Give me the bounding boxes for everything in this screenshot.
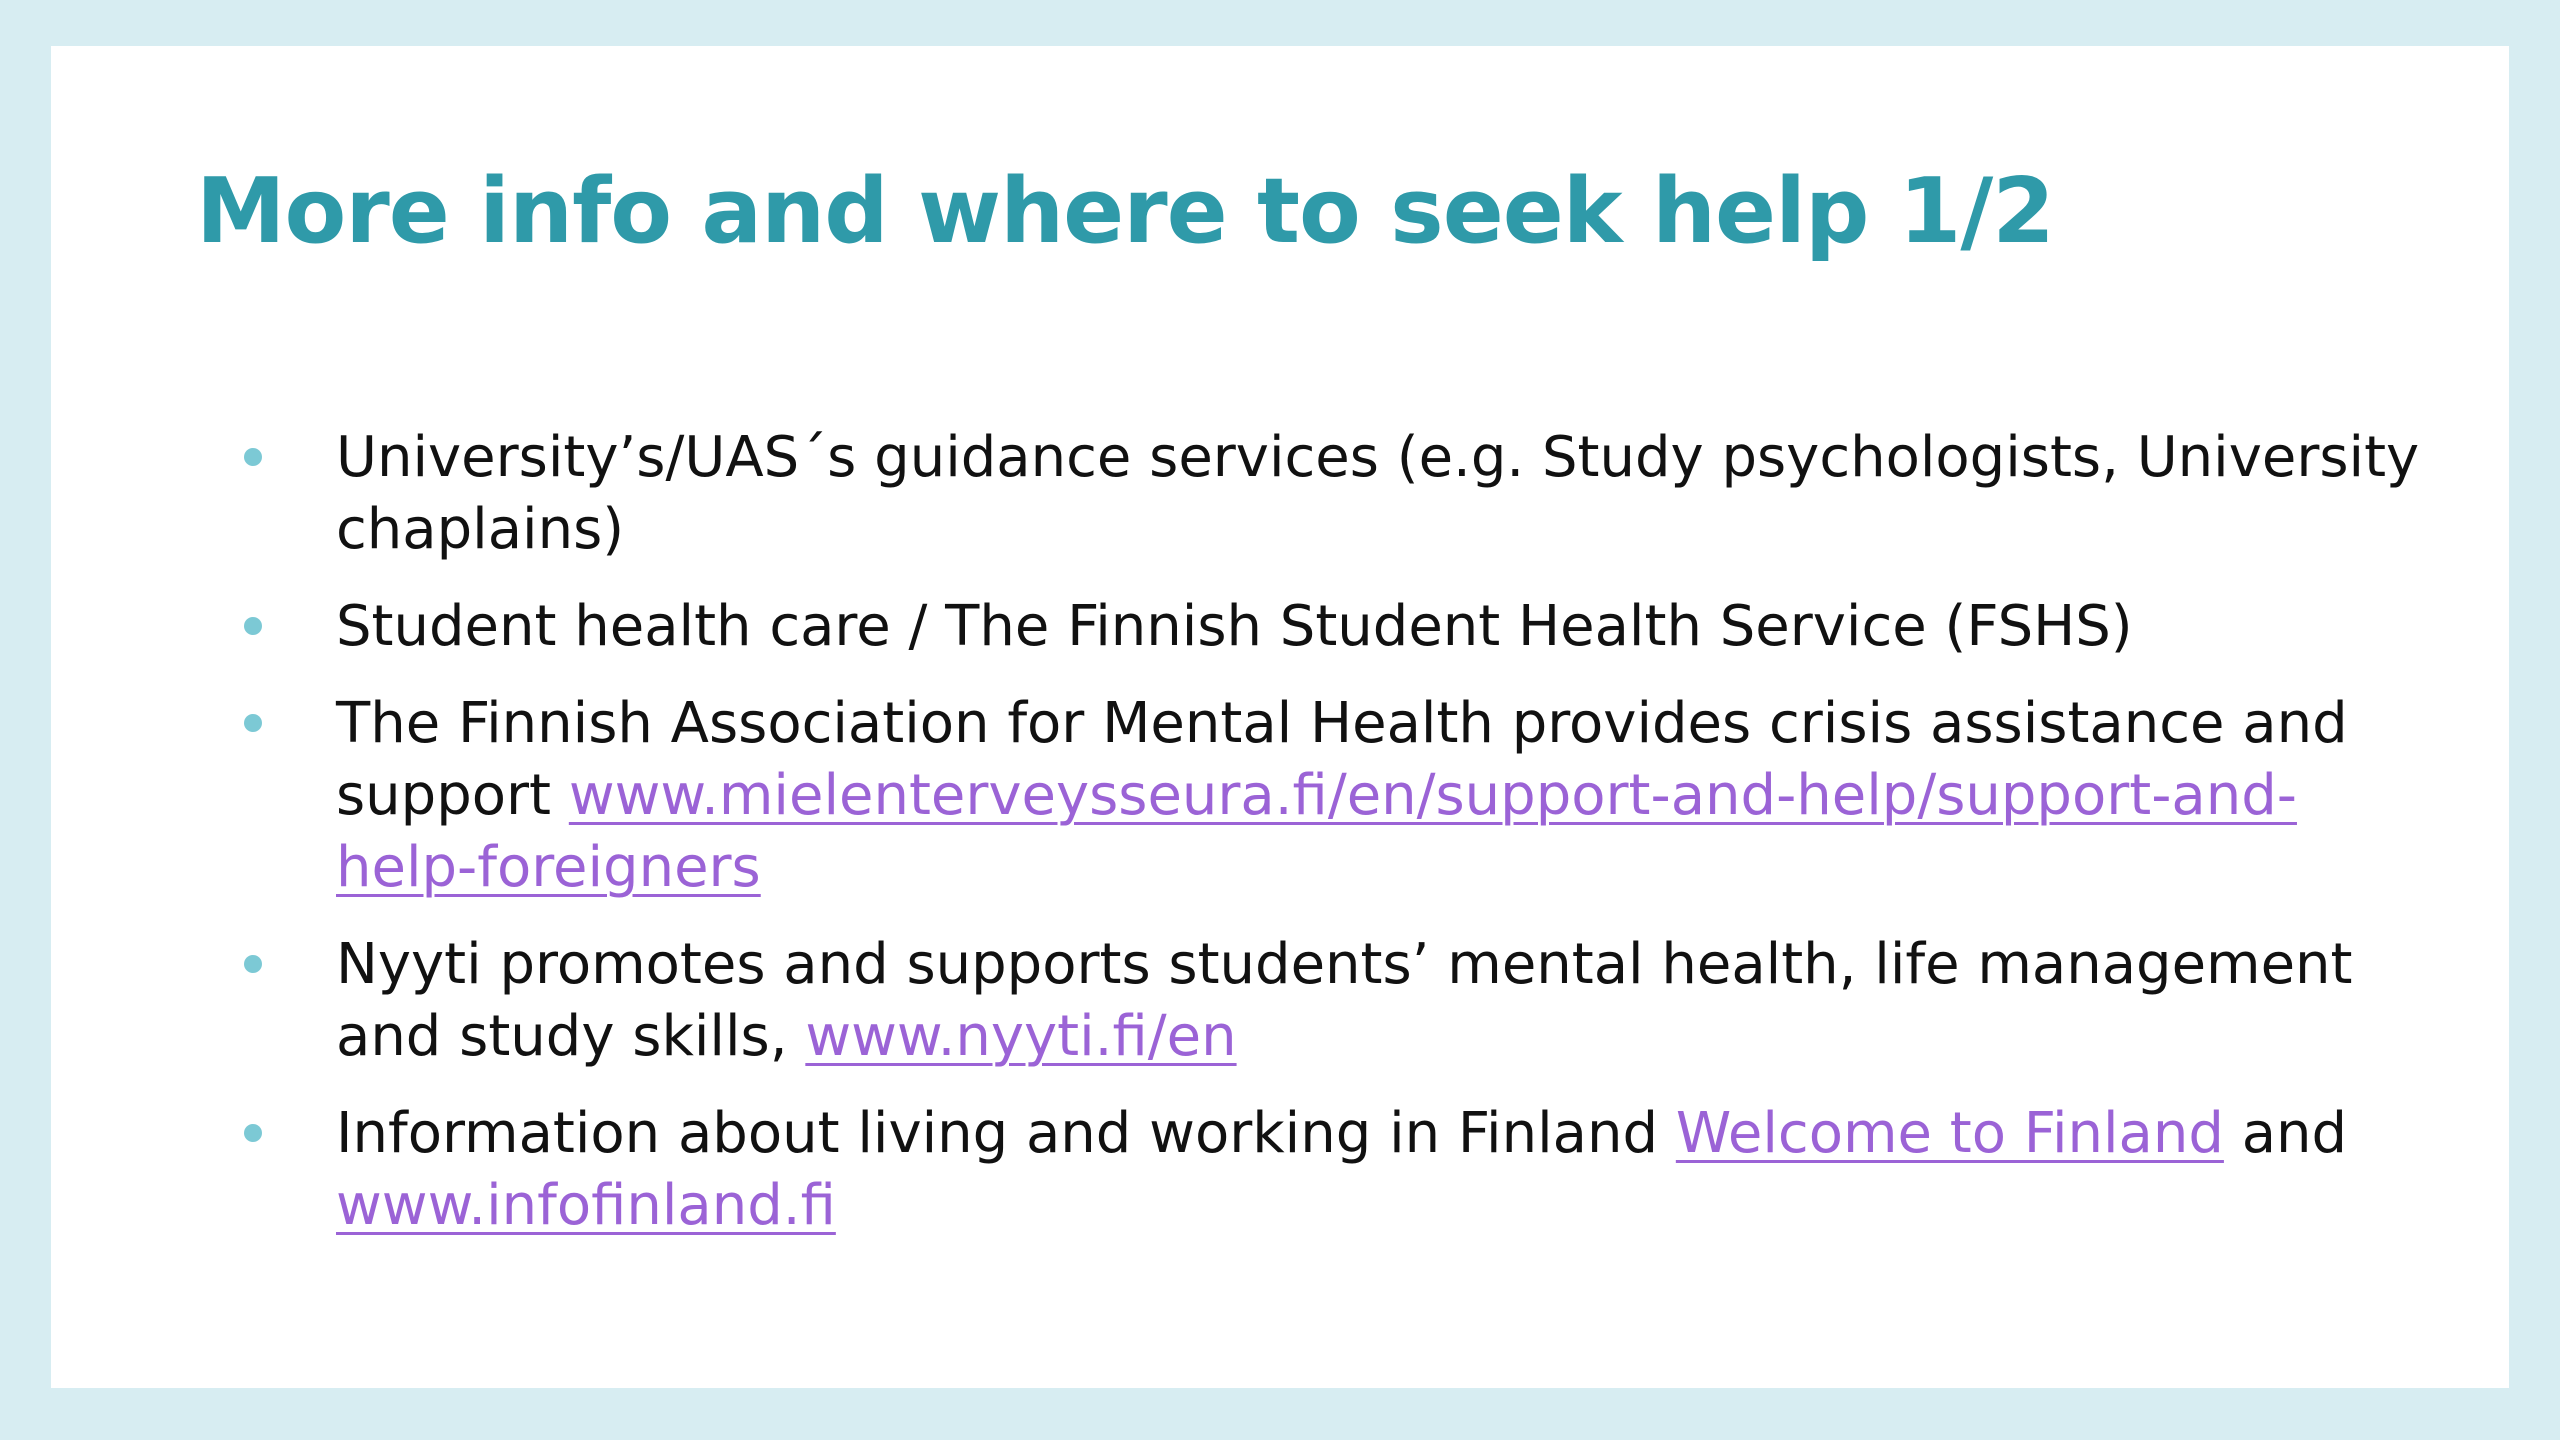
bullet-item-student-health-care [196, 591, 2426, 663]
infofinland-link[interactable]: www.infofinland.fi [336, 1173, 836, 1238]
bullet-text-connector: and [2223, 1101, 2348, 1166]
mental-health-link[interactable]: www.mielenterveysseura.fi/en/support-and-help/support-and-help-foreigners [336, 763, 2297, 900]
bullet-dot [244, 1124, 262, 1142]
bullet-text: Nyyti promotes and supports students’ mental health, life management and study skills, [336, 932, 2353, 1069]
bullet-text: University’s/UAS´s guidance services (e.g. Study psychologists, University chaplains) [336, 425, 2420, 562]
welcome-to-finland-link[interactable]: Welcome to Finland [1675, 1101, 2224, 1166]
nyyti-link[interactable]: www.nyyti.fi/en [805, 1004, 1237, 1069]
bullet-dot [244, 617, 262, 635]
bullet-dot [244, 448, 262, 466]
bullet-item-nyyti [196, 929, 2426, 1073]
bullet-text: Student health care / The Finnish Student Health Service (FSHS) [336, 594, 2133, 659]
bullet-list [196, 422, 2426, 1267]
bullet-item-living-working-finland [196, 1098, 2426, 1242]
bullet-text: The Finnish Association for Mental Health provides crisis assistance and support [336, 691, 2348, 828]
bullet-item-guidance-services [196, 422, 2426, 566]
bullet-item-mental-health-association [196, 688, 2426, 904]
bullet-dot [244, 955, 262, 973]
bullet-text: Information about living and working in Finland [336, 1101, 1676, 1166]
bullet-dot [244, 714, 262, 732]
slide [51, 46, 2509, 1388]
slide-title: More info and where to seek help 1/2 [196, 159, 2054, 264]
